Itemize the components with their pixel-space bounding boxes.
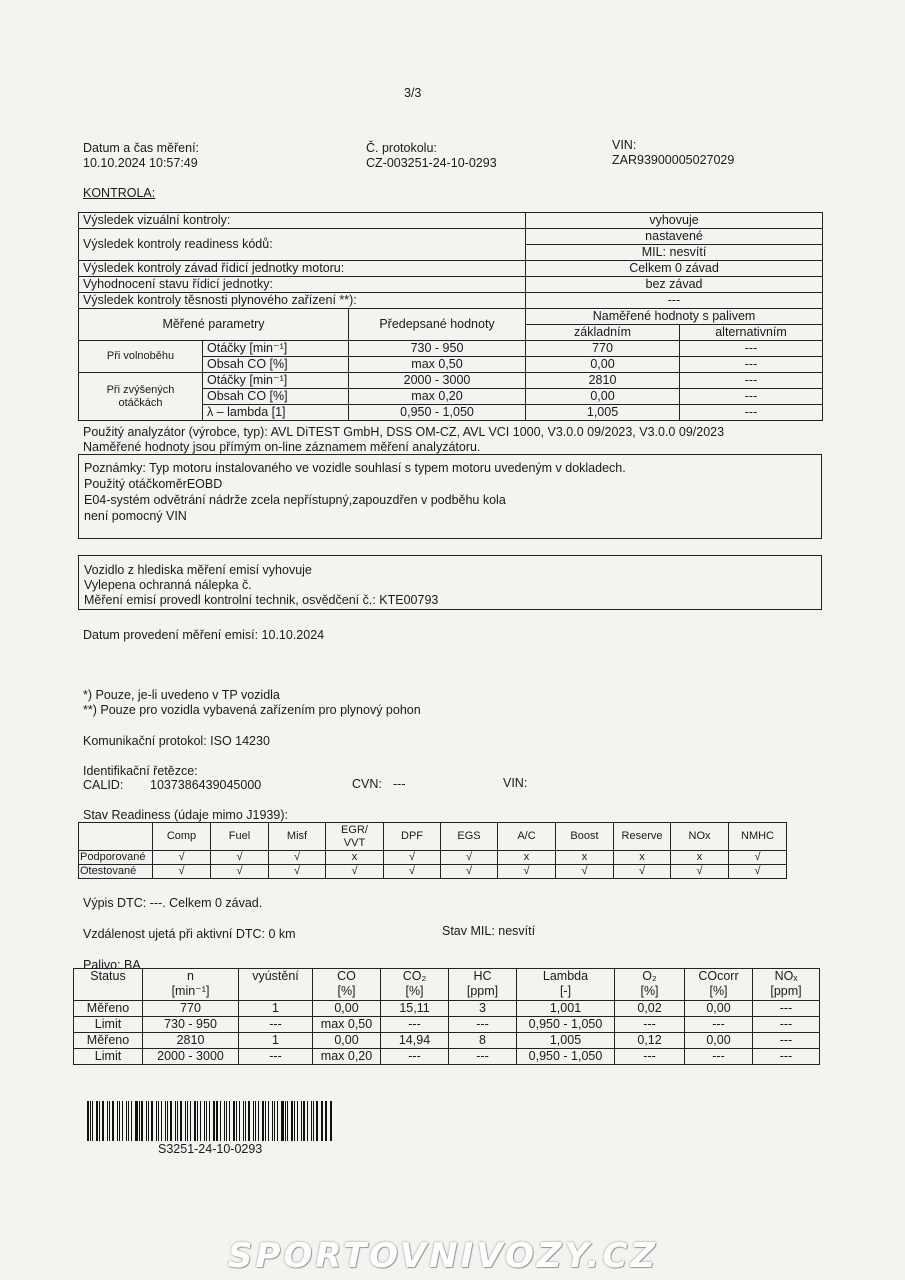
check-value-mil: MIL: nesvítí [526, 245, 823, 261]
barcode-bar [285, 1101, 286, 1141]
barcode-bar [322, 1101, 323, 1141]
param-name: λ – lambda [1] [203, 405, 349, 421]
param-alt: --- [680, 389, 823, 405]
barcode-bar [148, 1101, 149, 1141]
barcode-bar [175, 1101, 176, 1141]
barcode-bar [151, 1101, 153, 1141]
param-prescribed: max 0,20 [349, 389, 526, 405]
emissions-header [449, 969, 517, 1001]
emissions-cell: 14,94 [381, 1033, 449, 1049]
emissions-cell: 1 [239, 1001, 313, 1017]
param-name: Otáčky [min⁻¹] [203, 373, 349, 389]
barcode-bar [102, 1101, 104, 1141]
barcode-bar [126, 1101, 127, 1141]
barcode-bar [112, 1101, 114, 1141]
readiness-title: Stav Readiness (údaje mimo J1939): [83, 808, 288, 822]
readiness-cell: √ [326, 865, 384, 879]
emissions-header-name: COcorr [698, 969, 739, 983]
note-line: E04-systém odvětrání nádrže zcela nepřístupný,zapouzdřen v podběhu kola [84, 493, 506, 507]
emissions-cell: 0,950 - 1,050 [517, 1017, 615, 1033]
emissions-cell: 8 [449, 1033, 517, 1049]
check-label: Výsledek kontroly těsnosti plynového zařízení **): [79, 293, 526, 309]
param-row [79, 341, 823, 357]
readiness-cell: x [671, 851, 729, 865]
emissions-cell: --- [615, 1049, 685, 1065]
barcode-bar [139, 1101, 140, 1141]
emissions-cell: --- [381, 1049, 449, 1065]
emissions-cell: 0,950 - 1,050 [517, 1049, 615, 1065]
barcode-bar [117, 1101, 118, 1141]
readiness-header-egr-2: VVT [343, 836, 366, 849]
emissions-header-unit: [-] [559, 984, 572, 998]
emissions-cell: --- [753, 1033, 820, 1049]
barcode-bar [206, 1101, 207, 1141]
barcode [87, 1101, 333, 1141]
emissions-header-unit: [%] [640, 984, 659, 998]
barcode-bar [268, 1101, 270, 1141]
barcode-bar [316, 1101, 318, 1141]
barcode-bar [303, 1101, 305, 1141]
barcode-bar [307, 1101, 308, 1141]
readiness-cell: √ [384, 865, 441, 879]
barcode-bar [109, 1101, 110, 1141]
protocol-value: CZ-003251-24-10-0293 [366, 156, 497, 170]
note-line: Použitý otáčkoměrEOBD [84, 477, 223, 491]
barcode-text: S3251-24-10-0293 [158, 1142, 263, 1156]
param-prescribed: 730 - 950 [349, 341, 526, 357]
barcode-bar [167, 1101, 168, 1141]
emissions-cell: Měřeno [74, 1033, 143, 1049]
emissions-cell: 0,00 [685, 1001, 753, 1017]
distance-line: Vzdálenost ujetá při aktivní DTC: 0 km [83, 927, 296, 941]
barcode-bar [96, 1101, 98, 1141]
emissions-header-row [74, 969, 820, 1001]
result-box [78, 555, 822, 610]
param-basic: 2810 [526, 373, 680, 389]
param-name: Obsah CO [%] [203, 357, 349, 373]
emissions-cell: max 0,50 [313, 1017, 381, 1033]
watermark-logo: SPORTOVNIVOZY.CZ [228, 1236, 659, 1276]
barcode-bar [239, 1101, 240, 1141]
barcode-bar [233, 1101, 235, 1141]
emissions-header [239, 969, 313, 1001]
emissions-cell: --- [239, 1017, 313, 1033]
emissions-header [313, 969, 381, 1001]
param-basic: 1,005 [526, 405, 680, 421]
barcode-bar [180, 1101, 182, 1141]
barcode-bar [161, 1101, 162, 1141]
emissions-row [74, 1049, 820, 1065]
protocol-label: Č. protokolu: [366, 141, 437, 155]
barcode-bar [209, 1101, 211, 1141]
ident-label: Identifikační řetězce: [83, 764, 198, 778]
barcode-bar [224, 1101, 225, 1141]
notes-box [78, 454, 822, 539]
fuel-label: Palivo: BA [83, 958, 141, 972]
emissions-cell: 2000 - 3000 [143, 1049, 239, 1065]
barcode-bar [177, 1101, 178, 1141]
readiness-cell: √ [729, 851, 787, 865]
barcode-bar [226, 1101, 228, 1141]
datetime-label: Datum a čas měření: [83, 141, 200, 155]
param-row [79, 373, 823, 389]
emissions-cell: 1,005 [517, 1033, 615, 1049]
high-rpm-label [79, 373, 203, 421]
barcode-bar [277, 1101, 279, 1141]
readiness-header: Fuel [211, 823, 269, 851]
emissions-cell: 0,12 [615, 1033, 685, 1049]
vin-value: ZAR93900005027029 [612, 153, 735, 167]
readiness-tested-row [79, 865, 787, 879]
check-label: Výsledek kontroly závad řídicí jednotky motoru: [79, 261, 526, 277]
emissions-cell: 2810 [143, 1033, 239, 1049]
readiness-header: Misf [269, 823, 326, 851]
emissions-header [143, 969, 239, 1001]
header-basic: základním [526, 325, 680, 341]
page-number: 3/3 [404, 86, 422, 100]
barcode-bar [281, 1101, 283, 1141]
barcode-bar [135, 1101, 137, 1141]
emissions-header-unit: [ppm] [770, 984, 802, 998]
barcode-bar [313, 1101, 314, 1141]
readiness-cell: √ [556, 865, 614, 879]
param-prescribed: 2000 - 3000 [349, 373, 526, 389]
emissions-cell: 1,001 [517, 1001, 615, 1017]
analyzer-line: Použitý analyzátor (výrobce, typ): AVL DiTEST GmbH, DSS OM-CZ, AVL VCI 1000, V3.0.0 09/2023, V3.0.0 09/2023 [83, 425, 725, 439]
measurement-date: Datum provedení měření emisí: 10.10.2024 [83, 628, 325, 642]
emissions-cell: Měřeno [74, 1001, 143, 1017]
emissions-header-name: NOₓ [774, 969, 798, 983]
calid-label: CALID: [83, 778, 124, 792]
readiness-cell: √ [153, 851, 211, 865]
barcode-bar [146, 1101, 147, 1141]
param-basic: 770 [526, 341, 680, 357]
barcode-bar [204, 1101, 205, 1141]
emissions-header-name: O₂ [642, 969, 657, 983]
barcode-bar [128, 1101, 129, 1141]
readiness-cell: √ [729, 865, 787, 879]
param-alt: --- [680, 373, 823, 389]
barcode-bar [245, 1101, 246, 1141]
readiness-cell: √ [671, 865, 729, 879]
barcode-bar [197, 1101, 198, 1141]
barcode-bar [165, 1101, 167, 1141]
barcode-bar [185, 1101, 187, 1141]
barcode-bar [253, 1101, 255, 1141]
emissions-header [74, 969, 143, 1001]
param-basic: 0,00 [526, 357, 680, 373]
emissions-header-unit: [ppm] [466, 984, 499, 998]
barcode-bar [229, 1101, 230, 1141]
barcode-bar [297, 1101, 298, 1141]
readiness-header-row [79, 823, 787, 851]
readiness-header: Reserve [614, 823, 671, 851]
emissions-header-unit: [%] [405, 984, 424, 998]
readiness-header: Comp [153, 823, 211, 851]
emissions-header-unit: [%] [337, 984, 356, 998]
emissions-header-name: CO [337, 969, 356, 983]
barcode-bar [248, 1101, 250, 1141]
emissions-cell: Limit [74, 1049, 143, 1065]
barcode-bar [272, 1101, 273, 1141]
emissions-cell: --- [685, 1017, 753, 1033]
barcode-bar [122, 1101, 124, 1141]
readiness-cell: √ [498, 865, 556, 879]
emissions-cell: 0,02 [615, 1001, 685, 1017]
mil-status: Stav MIL: nesvítí [442, 924, 536, 938]
barcode-bar [287, 1101, 288, 1141]
check-row [79, 213, 823, 229]
readiness-cell: √ [441, 865, 498, 879]
emissions-cell: --- [449, 1049, 517, 1065]
control-table [78, 212, 823, 421]
barcode-bar [131, 1101, 133, 1141]
barcode-bar [156, 1101, 158, 1141]
emissions-row [74, 1001, 820, 1017]
param-alt: --- [680, 341, 823, 357]
emissions-cell: --- [685, 1049, 753, 1065]
param-basic: 0,00 [526, 389, 680, 405]
readiness-cell: √ [614, 865, 671, 879]
check-row [79, 277, 823, 293]
section-title: KONTROLA: [83, 186, 156, 200]
emissions-cell: 730 - 950 [143, 1017, 239, 1033]
readiness-header: EGR/ [341, 823, 368, 836]
emissions-header-name: vyústění [252, 969, 299, 983]
online-line: Naměřené hodnoty jsou přímým on-line záznamem měření analyzátoru. [83, 440, 481, 454]
barcode-bar [291, 1101, 293, 1141]
barcode-bar [170, 1101, 172, 1141]
vin-label: VIN: [612, 138, 637, 152]
barcode-bar [220, 1101, 221, 1141]
readiness-cell: x [326, 851, 384, 865]
check-value: Celkem 0 závad [526, 261, 823, 277]
emissions-cell: --- [753, 1049, 820, 1065]
param-alt: --- [680, 405, 823, 421]
params-header-row [79, 309, 823, 325]
barcode-bar [258, 1101, 259, 1141]
emissions-cell: --- [753, 1017, 820, 1033]
emissions-cell: 0,00 [313, 1033, 381, 1049]
readiness-header: NOx [671, 823, 729, 851]
barcode-bar [311, 1101, 313, 1141]
barcode-bar [265, 1101, 266, 1141]
emissions-cell: Limit [74, 1017, 143, 1033]
check-label: Výsledek vizuální kontroly: [79, 213, 526, 229]
barcode-bar [213, 1101, 215, 1141]
emissions-cell: max 0,20 [313, 1049, 381, 1065]
readiness-cell: √ [269, 865, 326, 879]
check-value: vyhovuje [526, 213, 823, 229]
idle-label: Při volnoběhu [79, 341, 203, 373]
emissions-header-name: n [187, 969, 194, 983]
readiness-row-label: Podporované [79, 851, 153, 865]
header-alt: alternativním [680, 325, 823, 341]
emissions-table [73, 968, 820, 1065]
emissions-cell: --- [449, 1017, 517, 1033]
check-row [79, 261, 823, 277]
barcode-bar [200, 1101, 202, 1141]
emissions-row [74, 1017, 820, 1033]
emissions-cell: --- [239, 1049, 313, 1065]
barcode-bar [158, 1101, 159, 1141]
emissions-cell: --- [615, 1017, 685, 1033]
emissions-header [685, 969, 753, 1001]
check-value: nastavené [526, 229, 823, 245]
emissions-cell: 1 [239, 1033, 313, 1049]
emissions-header-name: Status [90, 969, 126, 983]
result-line: Vylepena ochranná nálepka č. [84, 578, 252, 592]
high-rpm-label-2: otáčkách [118, 396, 163, 409]
cvn-value: --- [393, 777, 406, 791]
check-row [79, 293, 823, 309]
header-fuel: Naměřené hodnoty s palivem [526, 309, 823, 325]
emissions-cell: 0,00 [685, 1033, 753, 1049]
barcode-bar [294, 1101, 296, 1141]
readiness-supported-row [79, 851, 787, 865]
barcode-bar [321, 1101, 322, 1141]
param-name: Obsah CO [%] [203, 389, 349, 405]
barcode-bar [92, 1101, 93, 1141]
readiness-table [78, 822, 787, 879]
emissions-cell: --- [753, 1001, 820, 1017]
barcode-bar [141, 1101, 143, 1141]
readiness-header: EGS [441, 823, 498, 851]
check-label: Výsledek kontroly readiness kódů: [79, 229, 526, 261]
check-value: bez závad [526, 277, 823, 293]
vin2-label: VIN: [503, 776, 528, 790]
result-line: Vozidlo z hlediska měření emisí vyhovuje [84, 563, 312, 577]
emissions-header [517, 969, 615, 1001]
emissions-body [74, 1001, 820, 1065]
footnote-2: **) Pouze pro vozidla vybavená zařízením pro plynový pohon [83, 703, 421, 717]
emissions-header-unit: [%] [709, 984, 728, 998]
emissions-cell: --- [381, 1017, 449, 1033]
readiness-cell: √ [211, 865, 269, 879]
footnote-1: *) Pouze, je-li uvedeno v TP vozidla [83, 688, 280, 702]
note-line: není pomocný VIN [84, 509, 187, 523]
check-label: Vyhodnocení stavu řídicí jednotky: [79, 277, 526, 293]
emissions-header-name: HC [473, 969, 492, 983]
barcode-bar [187, 1101, 188, 1141]
readiness-row-label: Otestované [79, 865, 153, 879]
emissions-header [615, 969, 685, 1001]
readiness-cell: √ [441, 851, 498, 865]
emissions-cell: 3 [449, 1001, 517, 1017]
param-alt: --- [680, 357, 823, 373]
readiness-cell: √ [211, 851, 269, 865]
barcode-bar [325, 1101, 327, 1141]
header-measured: Měřené parametry [79, 309, 349, 341]
emissions-header [381, 969, 449, 1001]
readiness-corner [79, 823, 153, 851]
barcode-bar [190, 1101, 191, 1141]
calid-value: 1037386439045000 [150, 778, 262, 792]
emissions-header-unit: [min⁻¹] [171, 984, 210, 998]
param-name: Otáčky [min⁻¹] [203, 341, 349, 357]
emissions-cell: 0,00 [313, 1001, 381, 1017]
barcode-bar [194, 1101, 196, 1141]
note-line: Poznámky: Typ motoru instalovaného ve vozidle souhlasí s typem motoru uvedeným v dokladech. [84, 461, 626, 475]
barcode-bar [274, 1101, 275, 1141]
barcode-bar [255, 1101, 256, 1141]
readiness-header: DPF [384, 823, 441, 851]
readiness-cell: √ [384, 851, 441, 865]
dtc-line: Výpis DTC: ---. Celkem 0 závad. [83, 896, 263, 910]
result-line: Měření emisí provedl kontrolní technik, osvědčení č.: KTE00793 [84, 593, 439, 607]
readiness-cell: √ [269, 851, 326, 865]
check-row [79, 229, 823, 245]
barcode-bar [330, 1101, 332, 1141]
barcode-bar [107, 1101, 109, 1141]
barcode-bar [99, 1101, 100, 1141]
readiness-header: A/C [498, 823, 556, 851]
barcode-bar [119, 1101, 120, 1141]
param-prescribed: max 0,50 [349, 357, 526, 373]
datetime-value: 10.10.2024 10:57:49 [83, 156, 198, 170]
readiness-cell: √ [153, 865, 211, 879]
barcode-bar [301, 1101, 302, 1141]
barcode-bar [236, 1101, 237, 1141]
emissions-header-name: Lambda [542, 969, 589, 983]
check-value: --- [526, 293, 823, 309]
readiness-header: NMHC [729, 823, 787, 851]
barcode-bar [262, 1101, 264, 1141]
param-prescribed: 0,950 - 1,050 [349, 405, 526, 421]
emissions-header [753, 969, 820, 1001]
barcode-bar [243, 1101, 245, 1141]
emissions-row [74, 1033, 820, 1049]
comm-protocol: Komunikační protokol: ISO 14230 [83, 734, 270, 748]
barcode-bar [216, 1101, 218, 1141]
readiness-cell: x [498, 851, 556, 865]
barcode-bar [87, 1101, 89, 1141]
readiness-header: Boost [556, 823, 614, 851]
cvn-label: CVN: [352, 777, 382, 791]
readiness-header-egr [326, 823, 384, 851]
readiness-cell: x [556, 851, 614, 865]
header-prescribed: Předepsané hodnoty [349, 309, 526, 341]
readiness-cell: x [614, 851, 671, 865]
emissions-cell: 15,11 [381, 1001, 449, 1017]
barcode-bar [90, 1101, 91, 1141]
high-rpm-label-1: Při zvýšených [106, 383, 175, 396]
emissions-cell: 770 [143, 1001, 239, 1017]
emissions-header-name: CO₂ [402, 969, 427, 983]
